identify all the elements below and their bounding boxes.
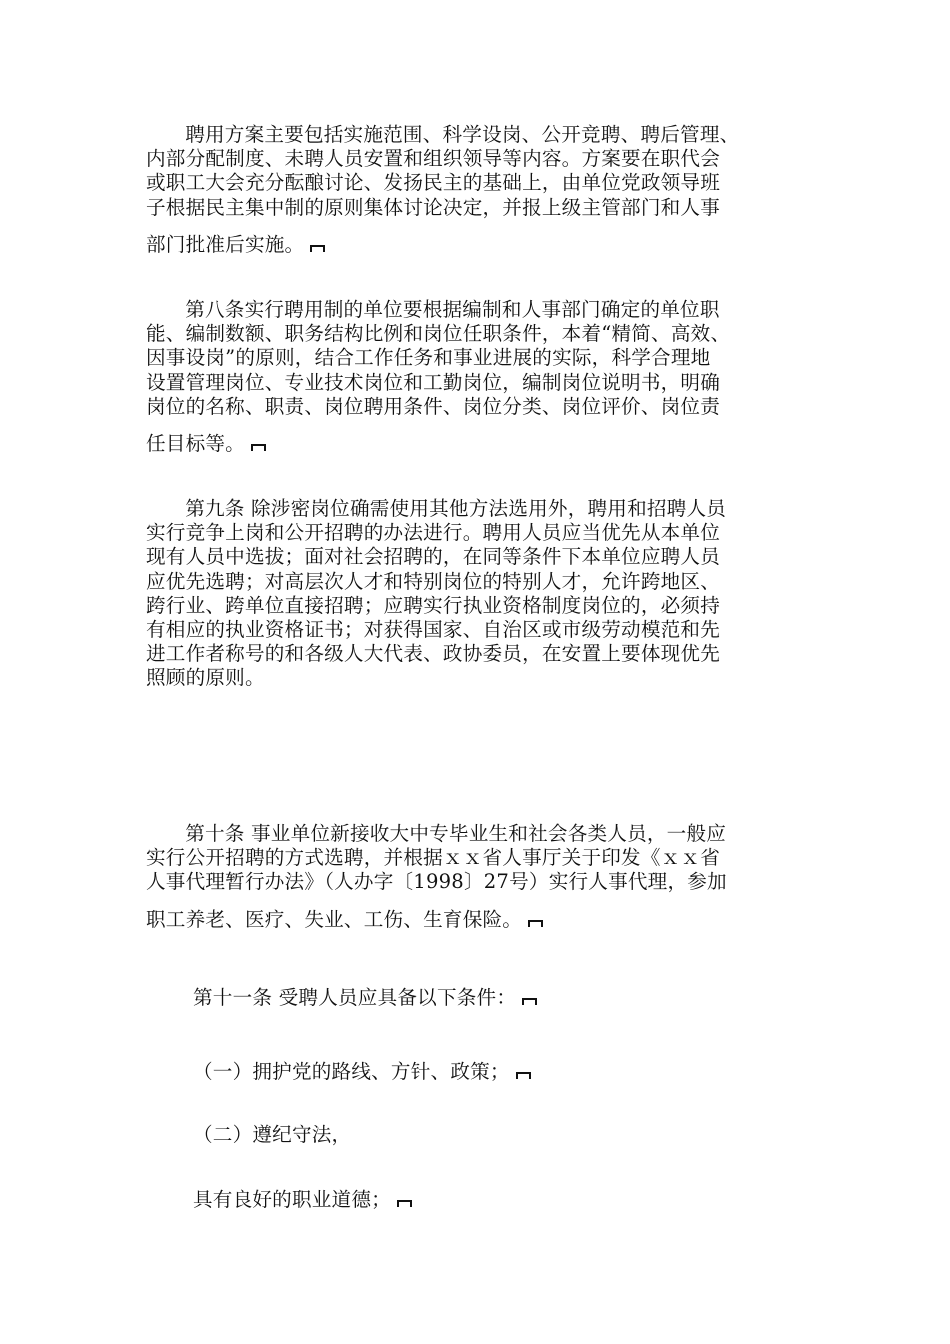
text-line: 第九条 除涉密岗位确需使用其他方法选用外，聘用和招聘人员 — [185, 497, 727, 520]
text-line: 部门批准后实施。 — [146, 232, 305, 256]
list-item-condition-2 — [193, 1123, 351, 1147]
return-mark-icon — [522, 996, 539, 1007]
text-line: 设置管理岗位、专业技术岗位和工勤岗位，编制岗位说明书，明确 — [146, 370, 721, 394]
text-line: 现有人员中选拔；面对社会招聘的，在同等条件下本单位应聘人员 — [146, 545, 721, 569]
text-line: （一）拥护党的路线、方针、政策； — [193, 1060, 510, 1083]
text-line-last — [146, 908, 806, 932]
text-line: 应优先选聘；对高层次人才和特别岗位的特别人才，允许跨地区、 — [146, 569, 721, 593]
text-line: 职工养老、医疗、失业、工伤、生育保险。 — [146, 907, 523, 931]
return-mark-icon — [528, 918, 545, 929]
list-item-condition-2-cont — [193, 1188, 414, 1212]
text-line: 或职工大会充分酝酿讨论、发扬民主的基础上，由单位党政领导班 — [146, 171, 721, 195]
text-line: 任目标等。 — [146, 432, 245, 456]
text-line: 实行竞争上岗和公开招聘的办法进行。聘用人员应当优先从本单位 — [146, 521, 721, 545]
text-line: 有相应的执业资格证书；对获得国家、自治区或市级劳动模范和先 — [146, 618, 721, 642]
text-line: 岗位的名称、职责、岗位聘用条件、岗位分类、岗位评价、岗位责 — [146, 394, 721, 418]
return-mark-icon — [251, 442, 268, 453]
paragraph-article-10 — [146, 822, 806, 932]
return-mark-icon — [310, 243, 327, 254]
text-line: 跨行业、跨单位直接招聘；应聘实行执业资格制度岗位的，必须持 — [146, 593, 721, 617]
text-line: 因事设岗”的原则，结合工作任务和事业进展的实际，科学合理地 — [146, 346, 711, 370]
text-line: 第八条实行聘用制的单位要根据编制和人事部门确定的单位职 — [185, 298, 720, 321]
text-line: 人事代理暂行办法》（人办字〔1998〕27号）实行人事代理，参加 — [146, 870, 727, 894]
text-line: 实行公开招聘的方式选聘，并根据ｘｘ省人事厅关于印发《ｘｘ省 — [146, 846, 721, 870]
paragraph-article-8 — [146, 298, 806, 456]
paragraph-implementation-plan — [146, 123, 806, 257]
text-line: 内部分配制度、未聘人员安置和组织领导等内容。方案要在职代会 — [146, 147, 721, 171]
text-line: 能、编制数额、职务结构比例和岗位任职条件，本着“精简、高效、 — [146, 322, 731, 346]
text-line-last — [146, 432, 806, 456]
paragraph-article-11 — [193, 986, 539, 1010]
return-mark-icon — [516, 1070, 533, 1081]
text-line: 进工作者称号的和各级人大代表、政协委员，在安置上要体现优先 — [146, 642, 721, 666]
text-line-last — [146, 233, 806, 257]
paragraph-article-9 — [146, 497, 806, 691]
list-item-condition-1 — [193, 1060, 533, 1084]
text-line: 第十一条 受聘人员应具备以下条件： — [193, 986, 517, 1009]
text-line: 具有良好的职业道德； — [193, 1188, 391, 1211]
text-line: 第十条 事业单位新接收大中专毕业生和社会各类人员，一般应 — [185, 822, 727, 845]
text-line: 照顾的原则。 — [146, 666, 265, 690]
text-line: （二）遵纪守法， — [193, 1123, 352, 1146]
text-line: 子根据民主集中制的原则集体讨论决定，并报上级主管部门和人事 — [146, 195, 721, 219]
return-mark-icon — [397, 1198, 414, 1209]
text-line: 聘用方案主要包括实施范围、科学设岗、公开竞聘、聘后管理、 — [185, 123, 740, 146]
